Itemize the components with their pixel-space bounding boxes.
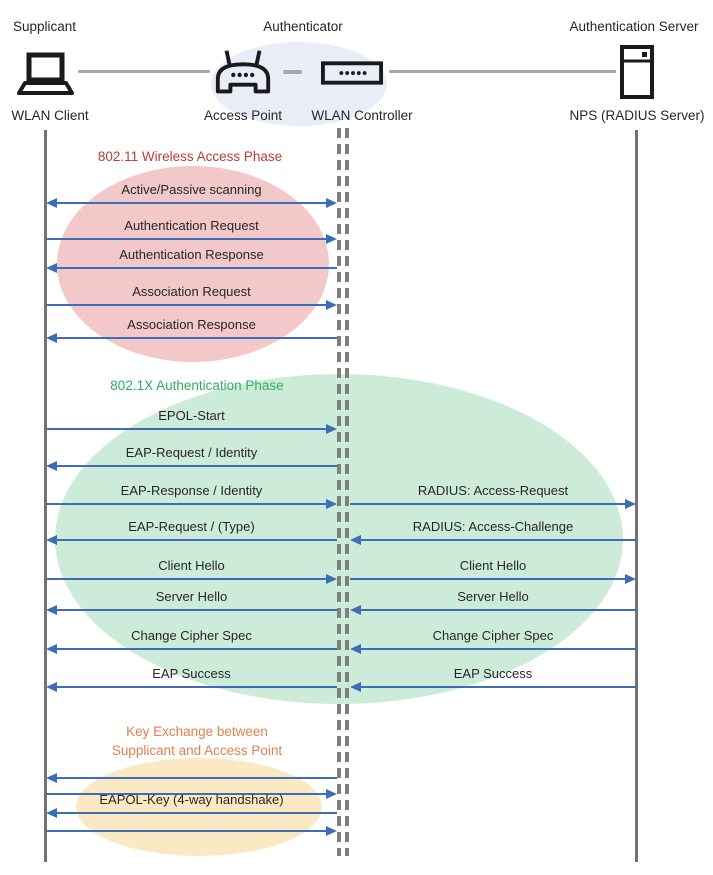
- arrowhead-left-icon: [46, 773, 57, 783]
- message-arrow-change-cipher-spec: [358, 648, 636, 650]
- label-wlan-client: WLAN Client: [11, 108, 89, 123]
- arrowhead-left-icon: [46, 682, 57, 692]
- message-label-server-hello: Server Hello: [155, 589, 228, 604]
- message-arrow-association-response: [54, 337, 337, 339]
- arrowhead-left-icon: [46, 808, 57, 818]
- message-label-epol-start: EPOL-Start: [158, 408, 225, 423]
- message-arrow-eapol-key-4-way-handshake: [54, 812, 337, 814]
- message-arrow-epol-start: [46, 428, 329, 430]
- message-arrow-client-hello: [350, 578, 628, 580]
- message-label-eap-request-identity: EAP-Request / Identity: [125, 445, 258, 460]
- message-arrow-radius-access-challenge: [358, 539, 636, 541]
- message-label-eapol-key-4-way-handshake: EAPOL-Key (4-way handshake): [99, 792, 284, 807]
- message-label-eap-success: EAP Success: [453, 666, 533, 681]
- message-label-association-response: Association Response: [127, 317, 256, 332]
- phase3-title-line1: Key Exchange between: [126, 724, 268, 739]
- message-label-server-hello: Server Hello: [457, 589, 529, 604]
- message-label-radius-access-challenge: RADIUS: Access-Challenge: [412, 519, 574, 534]
- arrowhead-left-icon: [46, 333, 57, 343]
- message-label-change-cipher-spec: Change Cipher Spec: [432, 628, 554, 643]
- arrowhead-right-icon: [326, 198, 337, 208]
- message-label-eap-request-type: EAP-Request / (Type): [128, 519, 255, 534]
- arrowhead-left-icon: [350, 605, 361, 615]
- message-label-client-hello: Client Hello: [459, 558, 527, 573]
- label-wlan-controller: WLAN Controller: [311, 108, 413, 123]
- message-arrow-radius-access-request: [350, 503, 628, 505]
- arrowhead-right-icon: [326, 300, 337, 310]
- message-arrow-unlabeled: [54, 777, 337, 779]
- message-label-eap-success: EAP Success: [152, 666, 231, 681]
- arrowhead-left-icon: [46, 461, 57, 471]
- arrowhead-left-icon: [46, 605, 57, 615]
- message-arrow-change-cipher-spec: [54, 648, 337, 650]
- phase2-title: 802.1X Authentication Phase: [110, 378, 284, 393]
- message-label-change-cipher-spec: Change Cipher Spec: [131, 628, 252, 643]
- role-authentication-server: Authentication Server: [569, 19, 699, 34]
- message-arrow-active-passive-scanning: [54, 202, 329, 204]
- message-arrow-client-hello: [46, 578, 329, 580]
- arrowhead-right-icon: [326, 234, 337, 244]
- message-arrow-unlabeled: [46, 830, 329, 832]
- message-arrow-eap-response-identity: [46, 503, 329, 505]
- message-label-radius-access-request: RADIUS: Access-Request: [417, 483, 569, 498]
- arrowhead-left-icon: [46, 198, 57, 208]
- arrowhead-right-icon: [625, 499, 636, 509]
- arrowhead-right-icon: [625, 574, 636, 584]
- arrowhead-left-icon: [46, 535, 57, 545]
- arrowhead-left-icon: [46, 644, 57, 654]
- role-supplicant: Supplicant: [13, 19, 77, 34]
- message-label-authentication-response: Authentication Response: [119, 247, 264, 262]
- phase1-title: 802.11 Wireless Access Phase: [97, 149, 283, 164]
- arrowhead-right-icon: [326, 424, 337, 434]
- arrowhead-left-icon: [350, 682, 361, 692]
- message-arrow-server-hello: [54, 609, 337, 611]
- message-arrow-server-hello: [358, 609, 636, 611]
- arrowhead-right-icon: [326, 574, 337, 584]
- label-nps-radius-server: NPS (RADIUS Server): [569, 108, 705, 123]
- arrowhead-right-icon: [326, 826, 337, 836]
- phase3-title-line2: Supplicant and Access Point: [111, 743, 283, 758]
- message-arrow-eap-request-type: [54, 539, 337, 541]
- message-arrow-eap-success: [54, 686, 337, 688]
- message-label-authentication-request: Authentication Request: [124, 218, 259, 233]
- message-label-client-hello: Client Hello: [158, 558, 225, 573]
- message-arrow-eap-success: [358, 686, 636, 688]
- arrowhead-right-icon: [326, 499, 337, 509]
- label-access-point: Access Point: [203, 108, 283, 123]
- message-label-association-request: Association Request: [132, 284, 251, 299]
- role-authenticator: Authenticator: [263, 19, 343, 34]
- message-arrow-eap-request-identity: [54, 465, 337, 467]
- message-arrow-authentication-response: [54, 267, 337, 269]
- message-arrow-authentication-request: [46, 238, 329, 240]
- arrowhead-left-icon: [46, 263, 57, 273]
- arrowhead-left-icon: [350, 644, 361, 654]
- arrowhead-left-icon: [350, 535, 361, 545]
- message-arrow-association-request: [46, 304, 329, 306]
- message-label-active-passive-scanning: Active/Passive scanning: [121, 182, 262, 197]
- message-label-eap-response-identity: EAP-Response / Identity: [120, 483, 263, 498]
